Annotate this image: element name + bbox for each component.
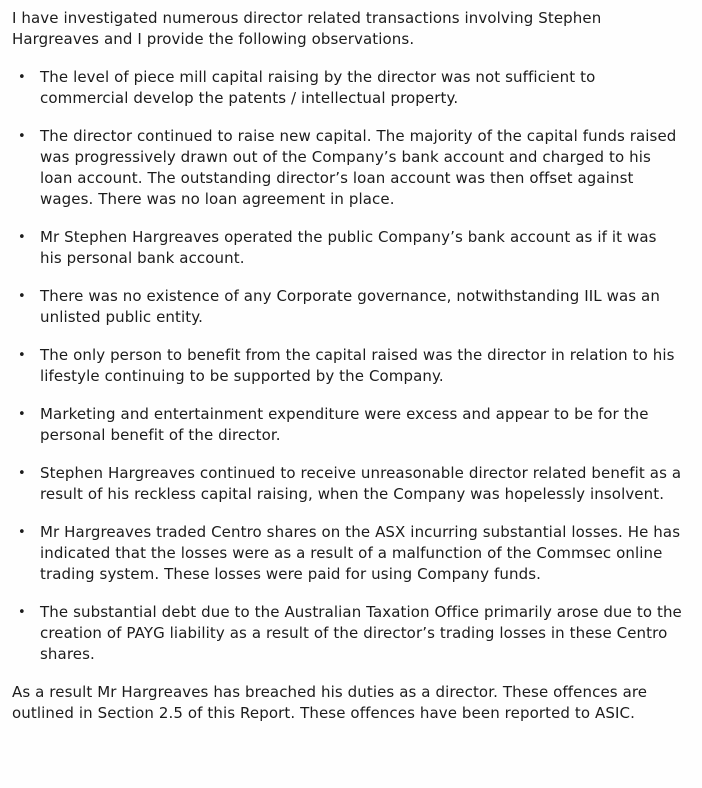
bullet-item xyxy=(12,227,688,269)
bullet-marker: • xyxy=(18,605,26,620)
bullet-item xyxy=(12,602,688,665)
intro-paragraph: I have investigated numerous director related transactions involving Stephen Hargreaves and I provide the following observations. xyxy=(12,9,602,48)
bullet-item xyxy=(12,126,688,210)
bullet-text: Mr Stephen Hargreaves operated the public Company’s bank account as if it was his personal bank account. xyxy=(40,228,657,267)
bullet-item xyxy=(12,286,688,328)
bullet-text: The director continued to raise new capital. The majority of the capital funds raised was progressively drawn out of the Company’s bank account and charged to his loan account. The outstanding director’s loan account was then offset against wages. There was no loan agreement in place. xyxy=(40,127,677,208)
bullet-text: Marketing and entertainment expenditure were excess and appear to be for the personal benefit of the director. xyxy=(40,405,649,444)
bullet-item xyxy=(12,67,688,109)
bullet-item xyxy=(12,404,688,446)
bullet-item xyxy=(12,463,688,505)
observations-list xyxy=(12,67,688,665)
bullet-marker: • xyxy=(18,129,26,144)
bullet-text: The substantial debt due to the Australian Taxation Office primarily arose due to the creation of PAYG liability as a result of the director’s trading losses in these Centro shares. xyxy=(40,603,682,663)
bullet-text: The only person to benefit from the capital raised was the director in relation to his lifestyle continuing to be supported by the Company. xyxy=(40,346,675,385)
bullet-item xyxy=(12,522,688,585)
bullet-item xyxy=(12,345,688,387)
closing-paragraph: As a result Mr Hargreaves has breached his duties as a director. These offences are outlined in Section 2.5 of this Report. These offences have been reported to ASIC. xyxy=(12,683,648,722)
bullet-marker: • xyxy=(18,289,26,304)
bullet-text: The level of piece mill capital raising by the director was not sufficient to commercial develop the patents / intellectual property. xyxy=(40,68,596,107)
bullet-marker: • xyxy=(18,466,26,481)
bullet-text: Mr Hargreaves traded Centro shares on the ASX incurring substantial losses. He has indicated that the losses were as a result of a malfunction of the Commsec online trading system. These losses were paid for using Company funds. xyxy=(40,523,681,583)
bullet-marker: • xyxy=(18,407,26,422)
bullet-marker: • xyxy=(18,525,26,540)
bullet-marker: • xyxy=(18,348,26,363)
bullet-text: There was no existence of any Corporate governance, notwithstanding IIL was an unlisted public entity. xyxy=(40,287,660,326)
bullet-text: Stephen Hargreaves continued to receive unreasonable director related benefit as a result of his reckless capital raising, when the Company was hopelessly insolvent. xyxy=(40,464,682,503)
bullet-marker: • xyxy=(18,230,26,245)
bullet-marker: • xyxy=(18,70,26,85)
